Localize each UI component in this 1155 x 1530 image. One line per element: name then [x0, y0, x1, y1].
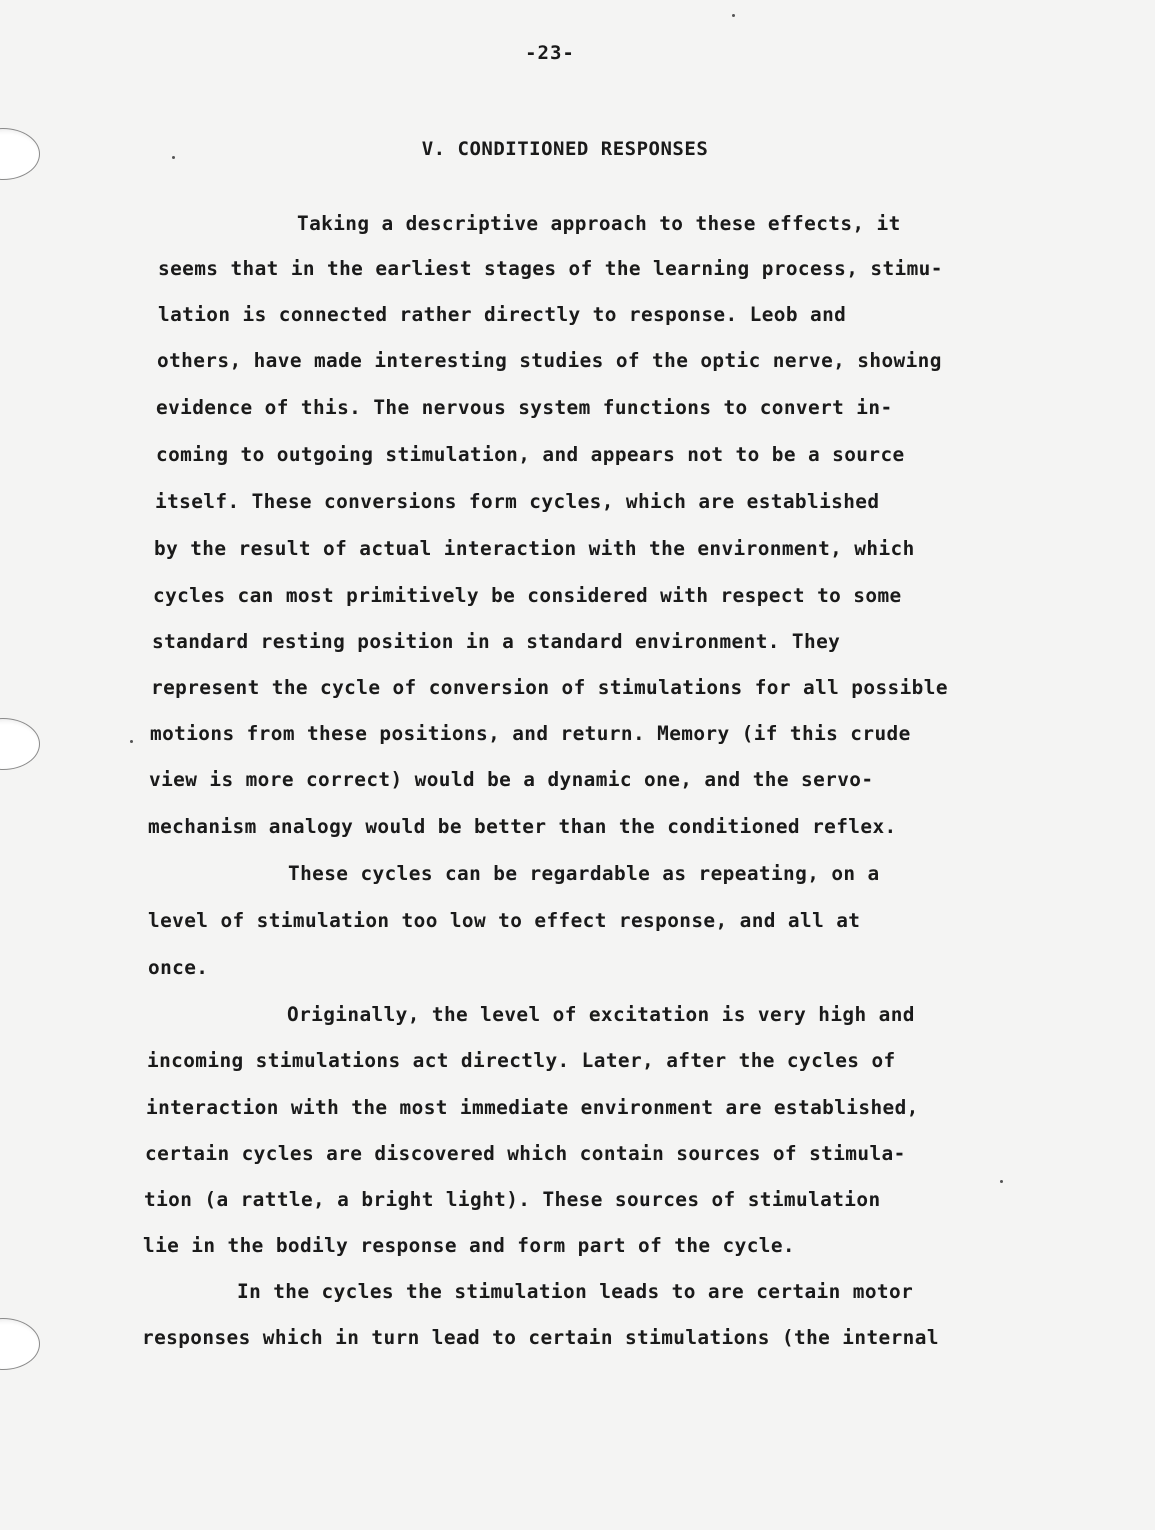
text-line: lie in the bodily response and form part of the cycle. — [143, 1234, 796, 1257]
text-line: tion (a rattle, a bright light). These sources of stimulation — [144, 1188, 881, 1211]
text-line: standard resting position in a standard environment. They — [152, 630, 841, 653]
binder-hole — [0, 128, 40, 180]
text-line: level of stimulation too low to effect response, and all at — [148, 909, 861, 932]
text-line: Taking a descriptive approach to these effects, it — [297, 212, 901, 235]
section-heading: V. CONDITIONED RESPONSES — [421, 138, 709, 160]
binder-hole — [0, 1318, 40, 1370]
text-line: lation is connected rather directly to response. Leob and — [158, 303, 847, 326]
text-line: view is more correct) would be a dynamic one, and the servo- — [149, 768, 874, 791]
text-line: coming to outgoing stimulation, and appears not to be a source — [156, 443, 905, 466]
text-line: mechanism analogy would be better than the conditioned reflex. — [148, 815, 897, 838]
text-line: motions from these positions, and return. Memory (if this crude — [150, 722, 911, 745]
text-line: responses which in turn lead to certain stimulations (the internal — [142, 1326, 939, 1349]
paper-speck — [130, 740, 133, 743]
text-line: certain cycles are discovered which contain sources of stimula- — [145, 1142, 906, 1165]
text-line: once. — [148, 956, 209, 979]
text-line: seems that in the earliest stages of the learning process, stimu- — [158, 257, 943, 280]
text-line: evidence of this. The nervous system functions to convert in- — [156, 396, 893, 419]
text-line: represent the cycle of conversion of stimulations for all possible — [151, 676, 948, 699]
paper-speck — [732, 14, 735, 17]
text-line: interaction with the most immediate environment are established, — [146, 1096, 919, 1119]
text-line: Originally, the level of excitation is very high and — [287, 1003, 915, 1026]
text-line: by the result of actual interaction with the environment, which — [154, 537, 915, 560]
binder-hole — [0, 718, 40, 770]
text-line: others, have made interesting studies of the optic nerve, showing — [157, 349, 942, 372]
paper-speck — [172, 156, 175, 159]
text-line: itself. These conversions form cycles, which are established — [155, 490, 880, 513]
text-line: In the cycles the stimulation leads to are certain motor — [237, 1280, 914, 1303]
page-number: -23- — [525, 42, 575, 64]
text-line: incoming stimulations act directly. Later, after the cycles of — [147, 1049, 896, 1072]
paper-speck — [1000, 1180, 1003, 1183]
text-line: These cycles can be regardable as repeating, on a — [288, 862, 880, 885]
text-line: cycles can most primitively be considered with respect to some — [153, 584, 902, 607]
